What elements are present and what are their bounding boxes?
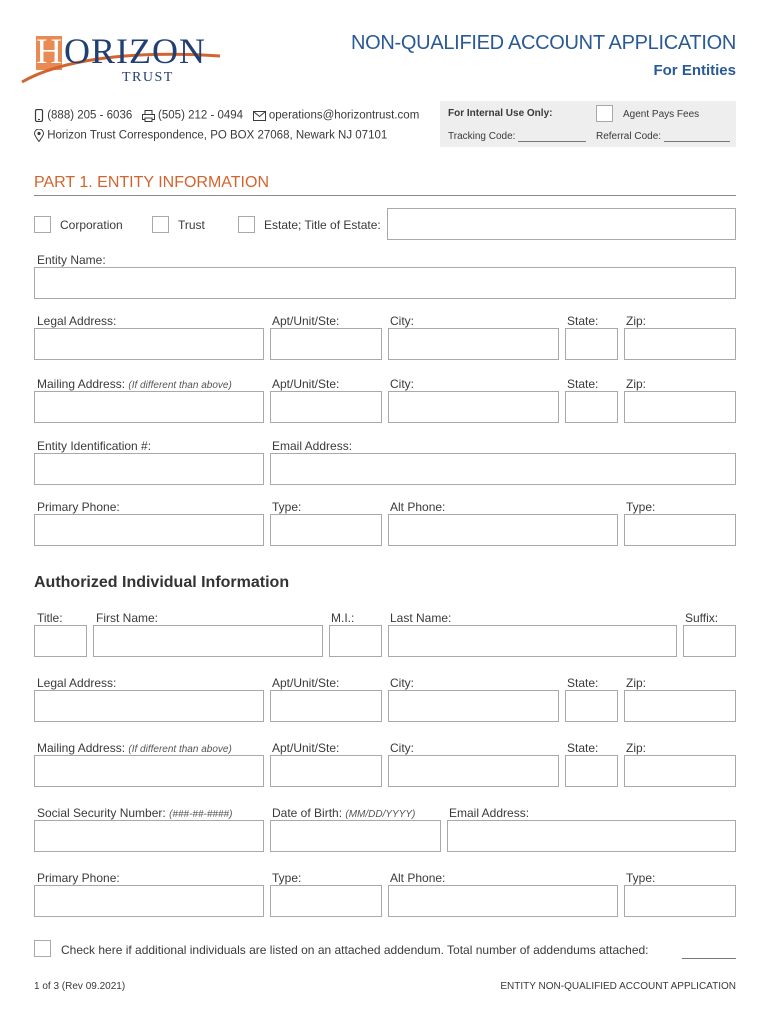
entity-name-input[interactable] xyxy=(34,267,736,299)
logo-subtitle: TRUST xyxy=(122,70,174,85)
alt-phone-label: Alt Phone: xyxy=(390,500,446,514)
ind-primary-phone-type-input[interactable] xyxy=(270,885,382,917)
primary-phone-type-label: Type: xyxy=(272,500,302,514)
ind-email-input[interactable] xyxy=(447,820,736,852)
ind-alt-phone-type-label: Type: xyxy=(626,871,656,885)
tracking-code-label: Tracking Code: xyxy=(448,131,516,142)
mi-label: M.I.: xyxy=(331,611,355,625)
entity-name-label: Entity Name: xyxy=(37,253,106,267)
ind-legal-zip-label: Zip: xyxy=(626,676,647,690)
estate-title-input[interactable] xyxy=(387,208,736,240)
mailing-city-label: City: xyxy=(390,377,414,391)
first-name-label: First Name: xyxy=(96,611,159,625)
city-label: City: xyxy=(390,314,414,328)
ssn-input[interactable] xyxy=(34,820,264,852)
ind-mailing-zip-label: Zip: xyxy=(626,741,647,755)
trust-label: Trust xyxy=(178,218,205,232)
mailing-city-input[interactable] xyxy=(388,391,559,423)
corporation-checkbox[interactable] xyxy=(34,216,51,233)
mailing-state-label: State: xyxy=(567,377,599,391)
dob-input[interactable] xyxy=(270,820,441,852)
ind-legal-city-label: City: xyxy=(390,676,414,690)
mi-input[interactable] xyxy=(329,625,382,657)
ind-legal-apt-label: Apt/Unit/Ste: xyxy=(272,676,340,690)
ind-legal-city-input[interactable] xyxy=(388,690,559,722)
ssn-label: Social Security Number: (###-##-####) xyxy=(37,806,233,820)
ind-legal-state-input[interactable] xyxy=(565,690,618,722)
last-name-label: Last Name: xyxy=(390,611,452,625)
ind-legal-state-label: State: xyxy=(567,676,599,690)
legal-city-input[interactable] xyxy=(388,328,559,360)
logo-wordmark: ORIZON xyxy=(64,31,206,71)
page-subtitle: For Entities xyxy=(653,62,736,79)
alt-phone-input[interactable] xyxy=(388,514,618,546)
page-title: NON-QUALIFIED ACCOUNT APPLICATION xyxy=(351,32,736,54)
primary-phone-type-input[interactable] xyxy=(270,514,382,546)
phone-icon xyxy=(34,109,44,122)
alt-phone-type-label: Type: xyxy=(626,500,656,514)
email-icon xyxy=(253,111,266,121)
mailing-address-input[interactable] xyxy=(34,391,264,423)
corporation-label: Corporation xyxy=(60,218,123,232)
referral-code-label: Referral Code: xyxy=(596,131,662,142)
addendum-label: Check here if additional individuals are listed on an attached addendum. Total number of addendums attached: xyxy=(61,943,649,957)
fax-number: (505) 212 - 0494 xyxy=(158,109,244,122)
ind-alt-phone-label: Alt Phone: xyxy=(390,871,446,885)
ind-legal-apt-input[interactable] xyxy=(270,690,382,722)
primary-phone-label: Primary Phone: xyxy=(37,500,120,514)
ind-mailing-apt-label: Apt/Unit/Ste: xyxy=(272,741,340,755)
address-line xyxy=(34,129,387,142)
ein-input[interactable] xyxy=(34,453,264,485)
location-pin-icon xyxy=(34,129,44,142)
estate-label: Estate; Title of Estate: xyxy=(264,218,381,232)
ind-primary-phone-input[interactable] xyxy=(34,885,264,917)
ind-mailing-zip-input[interactable] xyxy=(624,755,736,787)
mailing-zip-label: Zip: xyxy=(626,377,647,391)
title-input[interactable] xyxy=(34,625,87,657)
dob-label: Date of Birth: (MM/DD/YYYY) xyxy=(272,806,416,820)
ind-mailing-city-label: City: xyxy=(390,741,414,755)
ind-legal-address-input[interactable] xyxy=(34,690,264,722)
ind-email-label: Email Address: xyxy=(449,806,530,820)
tracking-code-line[interactable] xyxy=(518,141,586,142)
mailing-zip-input[interactable] xyxy=(624,391,736,423)
ind-legal-zip-input[interactable] xyxy=(624,690,736,722)
entity-email-input[interactable] xyxy=(270,453,736,485)
mailing-apt-input[interactable] xyxy=(270,391,382,423)
part1-title: PART 1. ENTITY INFORMATION xyxy=(34,174,269,191)
fax-icon xyxy=(142,110,155,122)
entity-email-label: Email Address: xyxy=(272,439,353,453)
suffix-label: Suffix: xyxy=(685,611,719,625)
zip-label: Zip: xyxy=(626,314,647,328)
ind-mailing-state-label: State: xyxy=(567,741,599,755)
ind-primary-phone-type-label: Type: xyxy=(272,871,302,885)
mailing-address-text: Horizon Trust Correspondence, PO BOX 27068, Newark NJ 07101 xyxy=(47,129,388,142)
mailing-apt-label: Apt/Unit/Ste: xyxy=(272,377,340,391)
ind-alt-phone-type-input[interactable] xyxy=(624,885,736,917)
page-number: 1 of 3 (Rev 09.2021) xyxy=(34,981,126,992)
ind-mailing-address-input[interactable] xyxy=(34,755,264,787)
logo-letter-h: H xyxy=(36,31,62,71)
suffix-input[interactable] xyxy=(683,625,736,657)
ein-label: Entity Identification #: xyxy=(37,439,152,453)
legal-apt-input[interactable] xyxy=(270,328,382,360)
mailing-address-label: Mailing Address: (If different than above) xyxy=(37,377,232,391)
last-name-input[interactable] xyxy=(388,625,677,657)
phone-number: (888) 205 - 6036 xyxy=(47,109,133,122)
title-field-label: Title: xyxy=(37,611,63,625)
part1-divider xyxy=(34,195,736,196)
internal-use-panel xyxy=(440,101,736,147)
legal-zip-input[interactable] xyxy=(624,328,736,360)
estate-checkbox[interactable] xyxy=(238,216,255,233)
alt-phone-type-input[interactable] xyxy=(624,514,736,546)
mailing-state-input[interactable] xyxy=(565,391,618,423)
addendum-count-line[interactable] xyxy=(682,958,736,959)
authorized-individual-title: Authorized Individual Information xyxy=(34,574,290,591)
state-label: State: xyxy=(567,314,599,328)
trust-checkbox[interactable] xyxy=(152,216,169,233)
primary-phone-input[interactable] xyxy=(34,514,264,546)
first-name-input[interactable] xyxy=(93,625,323,657)
email-address: operations@horizontrust.com xyxy=(268,109,420,122)
ind-mailing-city-input[interactable] xyxy=(388,755,559,787)
ind-primary-phone-label: Primary Phone: xyxy=(37,871,120,885)
addendum-checkbox[interactable] xyxy=(34,940,51,957)
agent-pays-fees-checkbox[interactable] xyxy=(596,105,613,122)
agent-pays-fees-label: Agent Pays Fees xyxy=(623,109,700,120)
legal-address-input[interactable] xyxy=(34,328,264,360)
contact-line xyxy=(34,109,419,122)
ind-mailing-apt-input[interactable] xyxy=(270,755,382,787)
ind-alt-phone-input[interactable] xyxy=(388,885,618,917)
footer-doc-name: ENTITY NON-QUALIFIED ACCOUNT APPLICATION xyxy=(500,981,736,992)
legal-address-label: Legal Address: xyxy=(37,314,117,328)
referral-code-line[interactable] xyxy=(664,141,730,142)
ind-mailing-address-label: Mailing Address: (If different than above) xyxy=(37,741,232,755)
legal-state-input[interactable] xyxy=(565,328,618,360)
ind-mailing-state-input[interactable] xyxy=(565,755,618,787)
internal-use-heading: For Internal Use Only: xyxy=(448,108,553,119)
ind-legal-address-label: Legal Address: xyxy=(37,676,117,690)
apt-label: Apt/Unit/Ste: xyxy=(272,314,340,328)
